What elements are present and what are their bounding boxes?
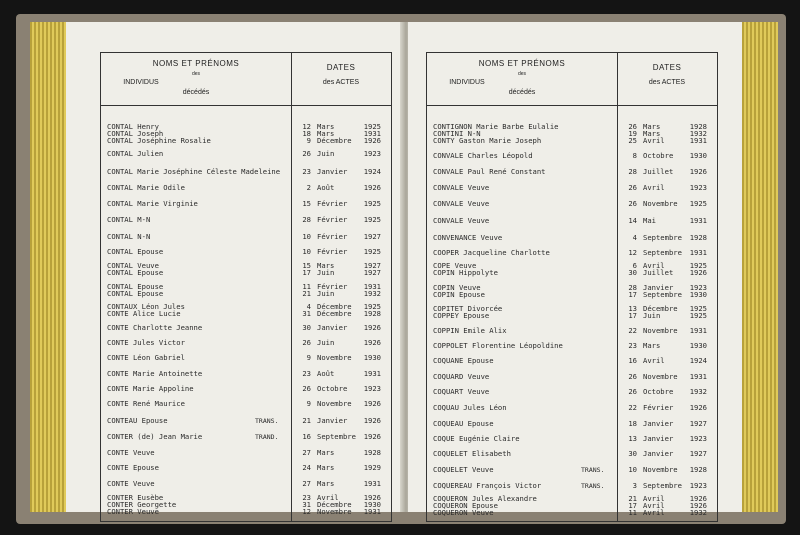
entry-name: COPIN Hippolyte: [433, 268, 498, 277]
entry-name: CONTY Gaston Marie Joseph: [433, 136, 542, 145]
entry-year: 1923: [363, 384, 381, 393]
entry-month: Septembre: [643, 248, 682, 257]
entry-year: 1926: [689, 268, 707, 277]
entry-day: 26: [628, 372, 637, 381]
left-page: [66, 22, 404, 516]
entry-name: CONTAL Julien: [107, 149, 164, 158]
entry-year: 1926: [363, 136, 381, 145]
entry-day: 11: [302, 282, 311, 291]
entry-name: CONTER Veuve: [107, 507, 159, 516]
entry-name: COPIN Veuve: [433, 283, 481, 292]
entry-name: CONTINI N-N: [433, 129, 481, 138]
entry-year: 1926: [689, 167, 707, 176]
entry-name: COPE Veuve: [433, 261, 477, 270]
entry-name: COPITET Divorcée: [433, 304, 503, 313]
entry-month: Mai: [643, 216, 656, 225]
entry-day: 6: [632, 261, 637, 270]
entry-year: 1931: [689, 326, 707, 335]
entry-day: 28: [302, 215, 311, 224]
entry-month: Mars: [317, 479, 335, 488]
entry-year: 1926: [689, 501, 707, 510]
header-divider: [101, 105, 391, 106]
entry-month: Décembre: [643, 304, 678, 313]
entry-day: 3: [632, 481, 637, 490]
entry-month: Février: [643, 403, 674, 412]
entry-month: Février: [317, 232, 348, 241]
entry-year: 1932: [363, 289, 381, 298]
entry-day: 17: [628, 501, 637, 510]
entry-name: COQUELET Veuve: [433, 465, 494, 474]
entry-year: 1931: [689, 136, 707, 145]
entry-day: 18: [302, 129, 311, 138]
entry-name: CONTAL M-N: [107, 215, 151, 224]
entry-name: CONTE Marie Appoline: [107, 384, 194, 393]
entry-day: 23: [302, 493, 311, 502]
entry-day: 23: [628, 341, 637, 350]
entry-day: 21: [302, 416, 311, 425]
entry-year: 1923: [689, 481, 707, 490]
entry-month: Janvier: [317, 416, 348, 425]
entry-name: COQUAU Jules Léon: [433, 403, 507, 412]
entry-name: COPPOLET Florentine Léopoldine: [433, 341, 563, 350]
entry-day: 13: [628, 304, 637, 313]
entry-day: 31: [302, 309, 311, 318]
entry-day: 18: [628, 419, 637, 428]
entry-month: Mars: [317, 448, 335, 457]
entry-year: 1928: [689, 122, 707, 131]
entry-month: Mars: [643, 341, 661, 350]
entry-day: 4: [632, 233, 637, 242]
entry-name: COQUART Veuve: [433, 387, 490, 396]
entry-name: CONVALE Veuve: [433, 216, 490, 225]
entry-day: 13: [628, 434, 637, 443]
entry-name: COQUERON Veuve: [433, 508, 494, 517]
entry-name: COQUELET Elisabeth: [433, 449, 511, 458]
entry-month: Novembre: [317, 399, 352, 408]
entry-year: 1930: [363, 500, 381, 509]
entry-month: Juin: [317, 268, 335, 277]
entry-name: COQUERON Jules Alexandre: [433, 494, 537, 503]
entry-day: 26: [628, 122, 637, 131]
entry-day: 26: [302, 149, 311, 158]
entry-day: 9: [306, 136, 311, 145]
entry-name: CONTE Jules Victor: [107, 338, 185, 347]
entry-trans-note: TRANS.: [581, 482, 605, 490]
entry-month: Juin: [317, 289, 335, 298]
entry-name: CONVALE Paul René Constant: [433, 167, 546, 176]
entry-day: 15: [302, 261, 311, 270]
entry-name: CONTAL Marie Joséphine Céleste Madeleine: [107, 167, 281, 176]
entry-month: Septembre: [317, 432, 356, 441]
entry-year: 1925: [363, 247, 381, 256]
entry-month: Janvier: [643, 434, 674, 443]
entry-year: 1924: [363, 167, 381, 176]
entry-name: CONTAL Epouse: [107, 282, 164, 291]
entry-month: Novembre: [643, 372, 678, 381]
entry-year: 1925: [689, 304, 707, 313]
header-decedes: décédés: [182, 89, 210, 96]
entry-day: 2: [306, 183, 311, 192]
entry-day: 17: [628, 311, 637, 320]
entry-month: Juillet: [643, 167, 674, 176]
entry-day: 26: [628, 183, 637, 192]
header-noms: NOMS ET PRÉNOMS: [152, 59, 240, 68]
entry-month: Novembre: [643, 326, 678, 335]
entry-year: 1928: [689, 233, 707, 242]
entry-day: 9: [306, 353, 311, 362]
entry-name: CONTE Veuve: [107, 448, 155, 457]
entry-name: CONVALE Charles Léopold: [433, 151, 533, 160]
entry-name: CONTE Epouse: [107, 463, 159, 472]
entry-name: COQUEAU Epouse: [433, 419, 494, 428]
entry-name: CONTAL Veuve: [107, 261, 159, 270]
entry-year: 1930: [689, 341, 707, 350]
entry-day: 24: [302, 463, 311, 472]
entry-name: CONTAL Epouse: [107, 268, 164, 277]
entry-year: 1927: [689, 419, 707, 428]
entry-month: Septembre: [643, 290, 682, 299]
entry-name: CONTER Eusèbe: [107, 493, 164, 502]
entry-day: 16: [628, 356, 637, 365]
entry-day: 31: [302, 500, 311, 509]
entry-day: 19: [628, 129, 637, 138]
entry-year: 1928: [689, 465, 707, 474]
entry-name: CONTER Georgette: [107, 500, 177, 509]
entry-month: Janvier: [317, 323, 348, 332]
entry-month: Juin: [317, 338, 335, 347]
entry-day: 14: [628, 216, 637, 225]
entry-year: 1932: [689, 129, 707, 138]
entry-day: 9: [306, 399, 311, 408]
right-ledger-table: [426, 52, 718, 522]
entry-year: 1931: [689, 248, 707, 257]
entry-trans-note: TRANS.: [581, 466, 605, 474]
column-divider: [617, 53, 618, 521]
entry-day: 15: [302, 199, 311, 208]
entry-month: Août: [317, 183, 335, 192]
entry-year: 1923: [689, 183, 707, 192]
entry-year: 1927: [363, 232, 381, 241]
entry-year: 1923: [363, 149, 381, 158]
entry-year: 1925: [689, 261, 707, 270]
entry-trans-note: TRANS.: [255, 417, 279, 425]
entry-month: Février: [317, 215, 348, 224]
entry-day: 12: [628, 248, 637, 257]
entry-day: 10: [302, 232, 311, 241]
entry-day: 26: [628, 199, 637, 208]
entry-year: 1928: [363, 309, 381, 318]
entry-year: 1932: [689, 508, 707, 517]
entry-name: CONVALE Veuve: [433, 199, 490, 208]
entry-month: Décembre: [317, 136, 352, 145]
entry-month: Septembre: [643, 481, 682, 490]
entry-year: 1930: [363, 353, 381, 362]
entry-year: 1931: [363, 369, 381, 378]
entry-month: Février: [317, 199, 348, 208]
entry-day: 23: [302, 167, 311, 176]
entry-name: CONVALE Veuve: [433, 183, 490, 192]
entry-month: Septembre: [643, 233, 682, 242]
entry-year: 1927: [363, 261, 381, 270]
entry-day: 21: [302, 289, 311, 298]
entry-month: Avril: [643, 261, 665, 270]
entry-month: Décembre: [317, 302, 352, 311]
entry-year: 1923: [689, 283, 707, 292]
entry-year: 1925: [363, 122, 381, 131]
entry-day: 26: [302, 338, 311, 347]
entry-month: Février: [317, 282, 348, 291]
entry-name: CONTAL Epouse: [107, 289, 164, 298]
entry-month: Novembre: [643, 465, 678, 474]
entry-month: Mars: [317, 261, 335, 270]
entry-name: CONTAL Epouse: [107, 247, 164, 256]
entry-day: 17: [302, 268, 311, 277]
entry-year: 1926: [363, 432, 381, 441]
entry-name: CONTE Charlotte Jeanne: [107, 323, 203, 332]
page-edges-left: [30, 22, 70, 512]
entry-day: 4: [306, 302, 311, 311]
entry-year: 1931: [363, 129, 381, 138]
entry-day: 8: [632, 151, 637, 160]
entry-name: COPPEY Epouse: [433, 311, 490, 320]
entry-month: Janvier: [643, 283, 674, 292]
entry-month: Août: [317, 369, 335, 378]
entry-year: 1926: [689, 494, 707, 503]
entry-year: 1925: [689, 311, 707, 320]
entry-month: Octobre: [643, 387, 674, 396]
entry-month: Novembre: [643, 199, 678, 208]
header-dates: DATES: [652, 63, 682, 72]
entry-day: 30: [628, 449, 637, 458]
entry-year: 1926: [363, 323, 381, 332]
entry-year: 1926: [689, 403, 707, 412]
entry-name: CONTER (de) Jean Marie: [107, 432, 203, 441]
header-individus: INDIVIDUS: [123, 79, 159, 86]
entry-day: 30: [628, 268, 637, 277]
entry-day: 26: [302, 384, 311, 393]
entry-year: 1926: [363, 416, 381, 425]
entry-name: COQUE Eugénie Claire: [433, 434, 520, 443]
entry-day: 16: [302, 432, 311, 441]
entry-year: 1931: [363, 479, 381, 488]
header-des: des: [191, 71, 201, 77]
entry-name: COPIN Epouse: [433, 290, 485, 299]
entry-name: CONTAL Joseph: [107, 129, 164, 138]
entry-year: 1927: [689, 449, 707, 458]
header-dates: DATES: [326, 63, 356, 72]
entry-month: Février: [317, 247, 348, 256]
header-decedes: décédés: [508, 89, 536, 96]
header-des-actes: des ACTES: [648, 79, 686, 86]
entry-month: Avril: [643, 494, 665, 503]
entry-name: CONTE Léon Gabriel: [107, 353, 185, 362]
entry-month: Mars: [317, 129, 335, 138]
entry-day: 25: [628, 136, 637, 145]
entry-day: 22: [628, 326, 637, 335]
entry-month: Décembre: [317, 309, 352, 318]
entry-year: 1930: [689, 151, 707, 160]
column-divider: [291, 53, 292, 521]
entry-month: Janvier: [317, 167, 348, 176]
entry-year: 1925: [363, 302, 381, 311]
entry-name: CONTAL Joséphine Rosalie: [107, 136, 211, 145]
header-individus: INDIVIDUS: [449, 79, 485, 86]
entry-month: Mars: [643, 129, 661, 138]
entry-name: CONTIGNON Marie Barbe Eulalie: [433, 122, 559, 131]
entry-name: CONTAUX Léon Jules: [107, 302, 185, 311]
entry-month: Novembre: [317, 507, 352, 516]
entry-year: 1923: [689, 434, 707, 443]
entry-name: CONTE Alice Lucie: [107, 309, 181, 318]
entry-year: 1926: [363, 493, 381, 502]
entry-name: CONTE Veuve: [107, 479, 155, 488]
entry-year: 1926: [363, 338, 381, 347]
entry-name: CONTEAU Epouse: [107, 416, 168, 425]
entry-year: 1928: [363, 448, 381, 457]
entry-name: COQUERON Epouse: [433, 501, 498, 510]
entry-month: Avril: [643, 183, 665, 192]
entry-month: Décembre: [317, 500, 352, 509]
entry-month: Mars: [317, 122, 335, 131]
entry-name: COQUANE Epouse: [433, 356, 494, 365]
entry-year: 1925: [689, 199, 707, 208]
entry-trans-note: TRAND.: [255, 433, 279, 441]
entry-month: Janvier: [643, 419, 674, 428]
entry-year: 1924: [689, 356, 707, 365]
entry-month: Octobre: [643, 151, 674, 160]
header-divider: [427, 105, 717, 106]
entry-month: Avril: [643, 356, 665, 365]
entry-day: 22: [628, 403, 637, 412]
entry-day: 26: [628, 387, 637, 396]
entry-year: 1931: [363, 507, 381, 516]
entry-name: CONTAL Marie Virginie: [107, 199, 198, 208]
entry-name: CONTE Marie Antoinette: [107, 369, 203, 378]
entry-day: 10: [302, 247, 311, 256]
entry-day: 10: [628, 465, 637, 474]
entry-year: 1925: [363, 199, 381, 208]
entry-name: CONTE René Maurice: [107, 399, 185, 408]
entry-month: Novembre: [317, 353, 352, 362]
entry-month: Janvier: [643, 449, 674, 458]
entry-year: 1932: [689, 387, 707, 396]
entry-name: CONTAL Marie Odile: [107, 183, 185, 192]
entry-month: Octobre: [317, 384, 348, 393]
entry-month: Juillet: [643, 268, 674, 277]
page-edges-right: [738, 22, 778, 512]
entry-day: 12: [302, 507, 311, 516]
entry-name: CONTAL Henry: [107, 122, 159, 131]
entry-day: 28: [628, 167, 637, 176]
entry-month: Avril: [643, 508, 665, 517]
entry-name: COPPIN Emile Alix: [433, 326, 507, 335]
entry-month: Juin: [643, 311, 661, 320]
entry-day: 17: [628, 290, 637, 299]
header-des-actes: des ACTES: [322, 79, 360, 86]
entry-month: Mars: [317, 463, 335, 472]
entry-day: 28: [628, 283, 637, 292]
entry-month: Avril: [317, 493, 339, 502]
left-ledger-table: [100, 52, 392, 522]
entry-day: 27: [302, 448, 311, 457]
entry-year: 1931: [689, 372, 707, 381]
entry-year: 1929: [363, 463, 381, 472]
entry-day: 23: [302, 369, 311, 378]
entry-name: COOPER Jacqueline Charlotte: [433, 248, 550, 257]
entry-month: Juin: [317, 149, 335, 158]
entry-day: 30: [302, 323, 311, 332]
entry-name: CONVENANCE Veuve: [433, 233, 503, 242]
entry-year: 1926: [363, 399, 381, 408]
entry-year: 1931: [363, 282, 381, 291]
right-page: [408, 22, 742, 517]
entry-name: COQUEREAU François Victor: [433, 481, 542, 490]
entry-year: 1925: [363, 215, 381, 224]
entry-year: 1931: [689, 216, 707, 225]
header-des: des: [517, 71, 527, 77]
entry-month: Mars: [643, 122, 661, 131]
entry-day: 27: [302, 479, 311, 488]
entry-year: 1926: [363, 183, 381, 192]
entry-name: CONTAL N-N: [107, 232, 151, 241]
entry-month: Avril: [643, 501, 665, 510]
entry-day: 12: [302, 122, 311, 131]
entry-year: 1930: [689, 290, 707, 299]
entry-day: 11: [628, 508, 637, 517]
entry-name: COQUARD Veuve: [433, 372, 490, 381]
header-noms: NOMS ET PRÉNOMS: [478, 59, 566, 68]
entry-year: 1927: [363, 268, 381, 277]
entry-month: Avril: [643, 136, 665, 145]
entry-day: 21: [628, 494, 637, 503]
